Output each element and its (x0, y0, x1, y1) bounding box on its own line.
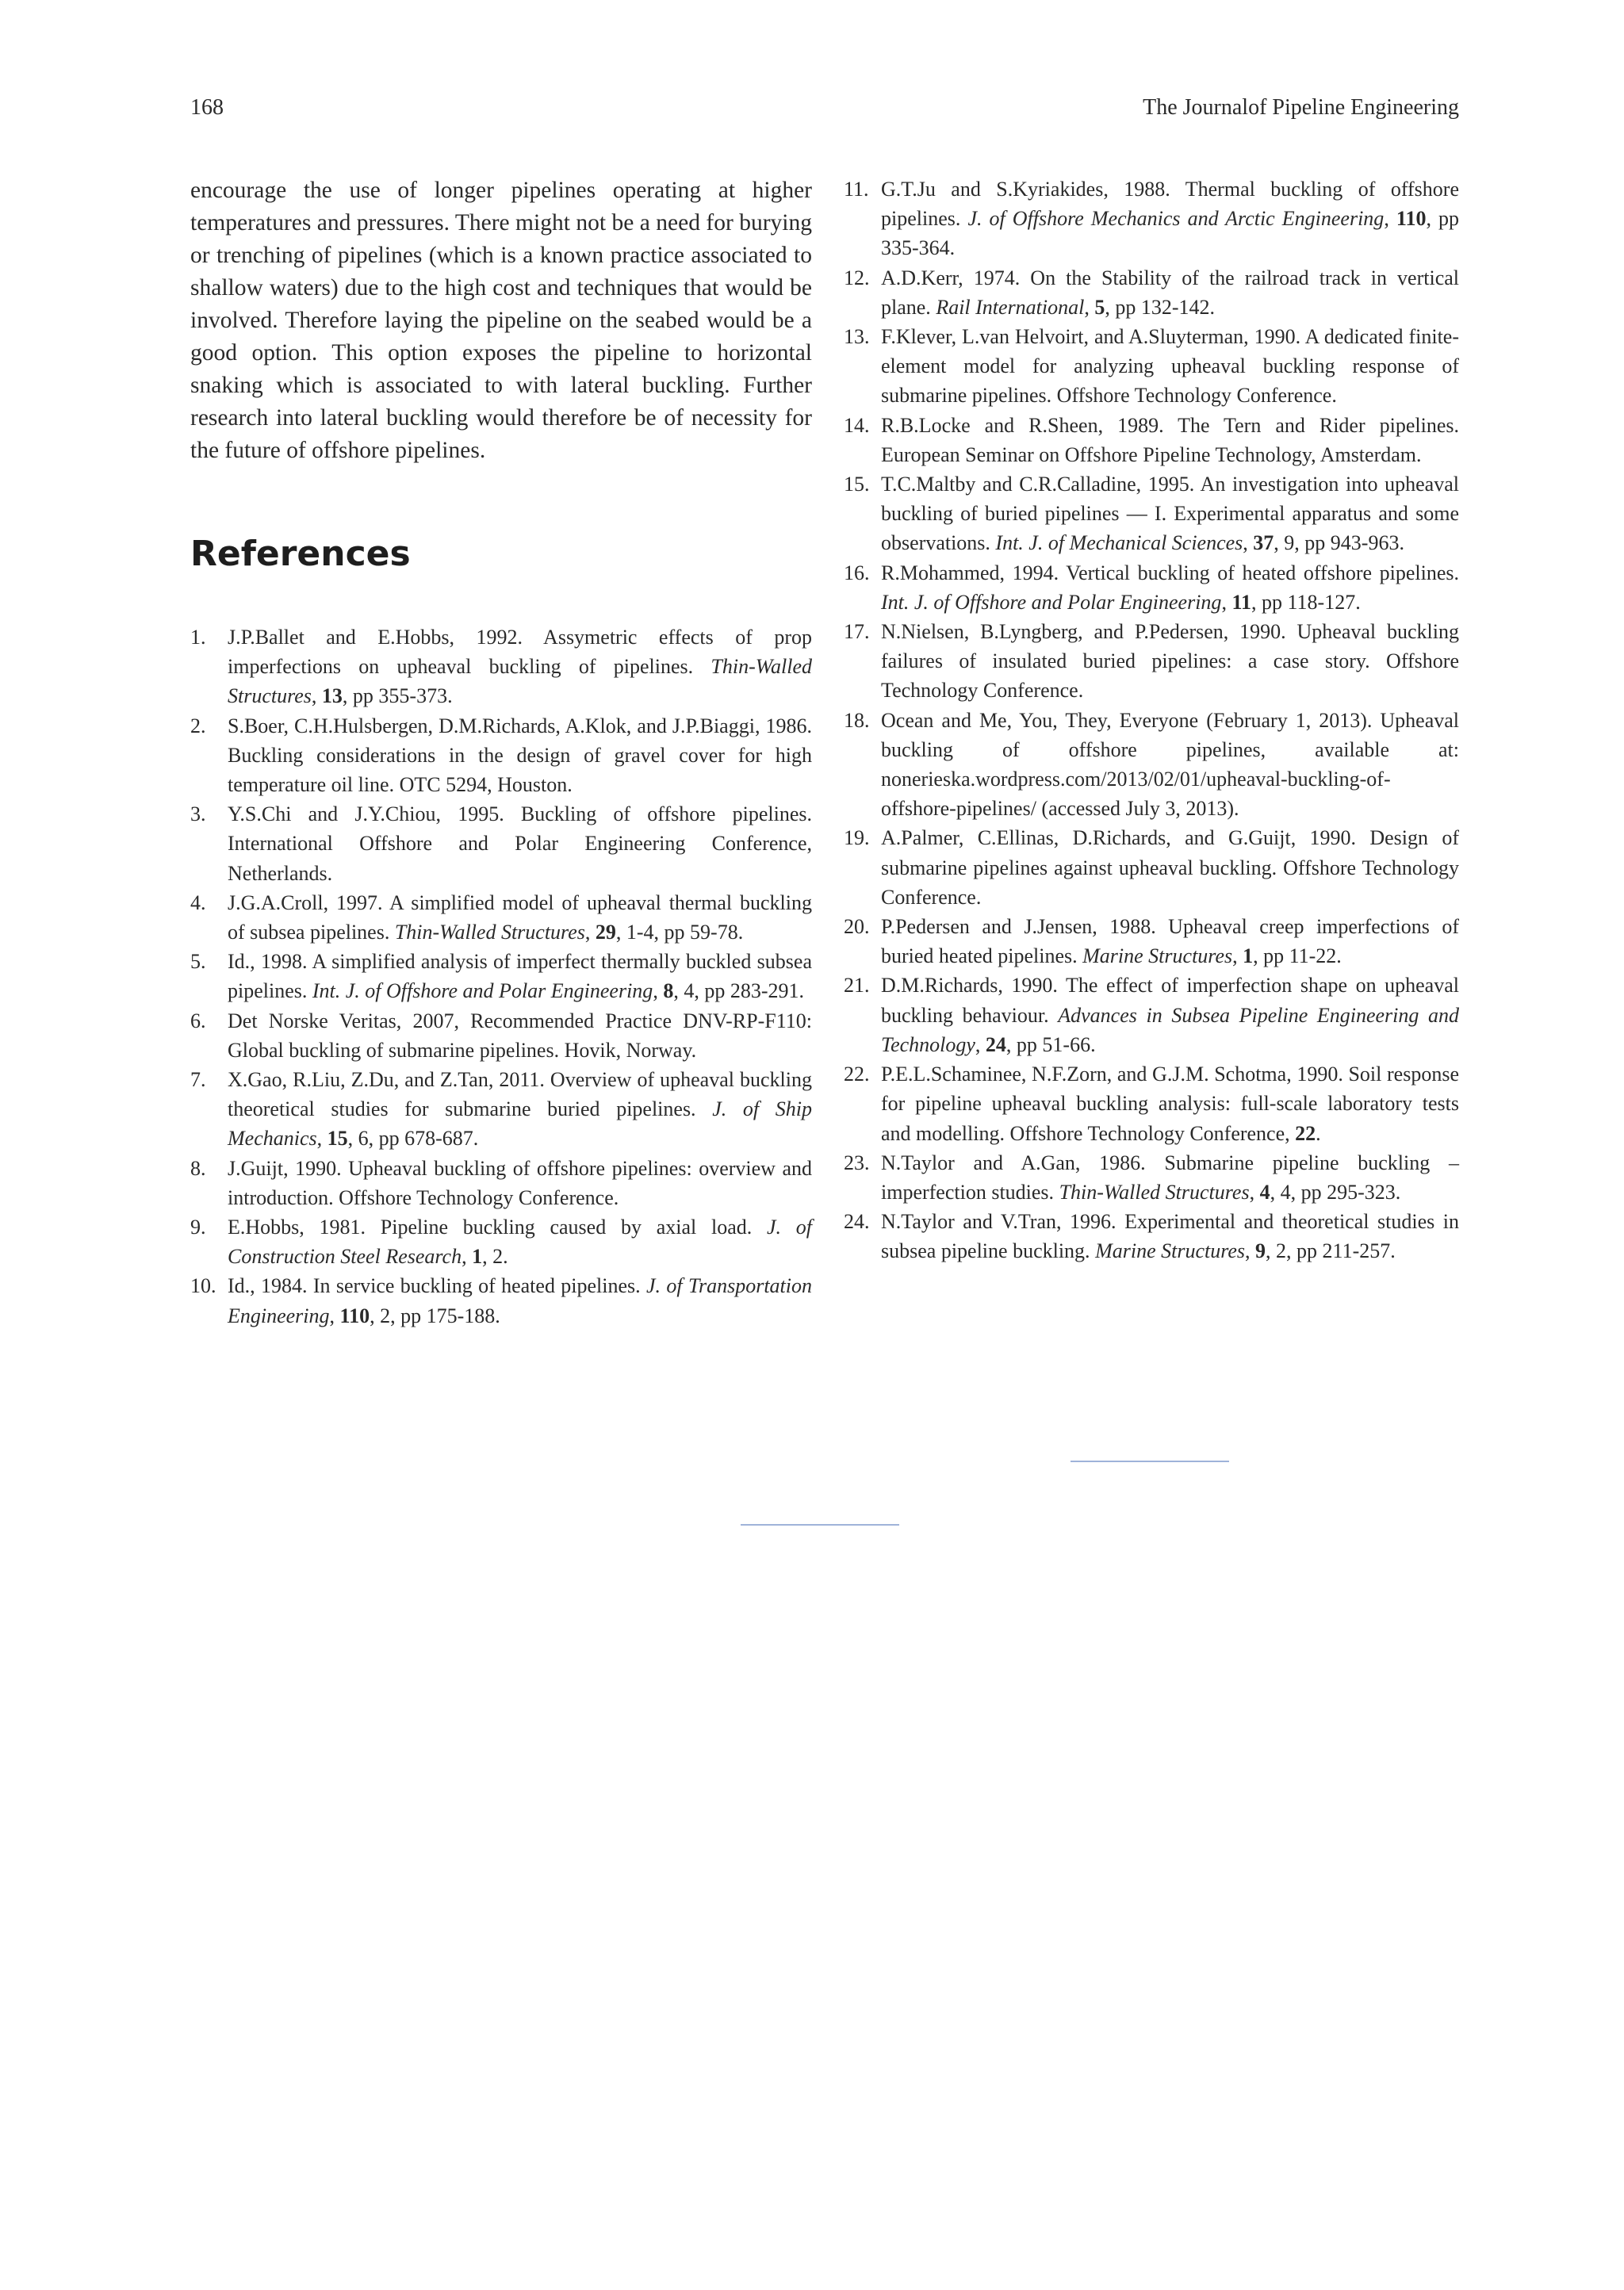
reference-text: R.B.Locke and R.Sheen, 1989. The Tern and Rider pipelines. European Seminar on Offshore Pipeline Technology, Amsterdam. (881, 413, 1459, 466)
reference-text: P.Pedersen and J.Jensen, 1988. Upheaval creep imperfections of buried heated pipelines. Marine Structures, 1, pp 11-22. (881, 915, 1459, 968)
reference-text: E.Hobbs, 1981. Pipeline buckling caused by axial load. J. of Construction Steel Research, 1, 2. (228, 1216, 812, 1269)
reference-text: A.Palmer, C.Ellinas, D.Richards, and G.Guijt, 1990. Design of submarine pipelines against upheaval buckling. Offshore Technology Conference. (881, 826, 1459, 909)
reference-text: J.Guijt, 1990. Upheaval buckling of offshore pipelines: overview and introduction. Offshore Technology Conference. (228, 1156, 812, 1209)
reference-text: R.Mohammed, 1994. Vertical buckling of heated offshore pipelines. Int. J. of Offshore and Polar Engineering, 11, pp 118-127. (881, 561, 1459, 614)
body-paragraph: encourage the use of longer pipelines operating at higher temperatures and pressures. There might not be a need for burying or trenching of pipelines (which is a known practice associated to shallow waters) due to the high cost and techniques that would be involved. Therefore laying the pipeline on the seabed would be a good option. This option exposes the pipeline to horizontal snaking which is associated to with lateral buckling. Further research into lateral buckling would therefore be of necessity for the future of offshore pipelines. (190, 178, 812, 463)
reference-item (844, 617, 1459, 706)
reference-item (190, 622, 812, 711)
reference-text: F.Klever, L.van Helvoirt, and A.Sluyterman, 1990. A dedicated finite-element model for analyzing upheaval buckling response of submarine pipelines. Offshore Technology Conference. (881, 325, 1459, 408)
reference-number: 2. (190, 714, 206, 737)
reference-text: T.C.Maltby and C.R.Calladine, 1995. An investigation into upheaval buckling of buried pipelines — I. Experimental apparatus and some observations. Int. J. of Mechanical Sciences, 37, 9, pp 943-963. (881, 473, 1459, 555)
reference-text: Det Norske Veritas, 2007, Recommended Practice DNV-RP-F110: Global buckling of submarine pipelines. Hovik, Norway. (228, 1009, 812, 1062)
reference-text: X.Gao, R.Liu, Z.Du, and Z.Tan, 2011. Overview of upheaval buckling theoretical studies for submarine buried pipelines. J. of Ship Mechanics, 15, 6, pp 678-687. (228, 1068, 812, 1151)
reference-item (190, 1065, 812, 1154)
reference-number: 9. (190, 1216, 206, 1239)
reference-number: 14. (844, 413, 870, 437)
reference-number: 20. (844, 915, 870, 939)
reference-text: Ocean and Me, You, They, Everyone (February 1, 2013). Upheaval buckling of offshore pipelines, available at: nonerieska.wordpress.com/2013/02/01/upheaval-buckling-of-offshore-pipelines/ (accessed July 3, 2013). (881, 708, 1459, 821)
reference-number: 1. (190, 626, 206, 649)
reference-number: 13. (844, 325, 870, 349)
reference-number: 15. (844, 473, 870, 496)
reference-item (844, 706, 1459, 824)
reference-number: 3. (190, 802, 206, 826)
references-list-right (844, 174, 1459, 1266)
reference-item (844, 1148, 1459, 1207)
reference-text: S.Boer, C.H.Hulsbergen, D.M.Richards, A.Klok, and J.P.Biaggi, 1986. Buckling considerations in the design of gravel cover for high temperature oil line. OTC 5294, Houston. (228, 714, 812, 797)
right-column (844, 174, 1459, 1266)
reference-item (844, 411, 1459, 469)
end-divider-right (1071, 1461, 1229, 1462)
reference-item (190, 1271, 812, 1330)
left-column (190, 174, 812, 1331)
reference-text: N.Nielsen, B.Lyngberg, and P.Pedersen, 1990. Upheaval buckling failures of insulated buried pipelines: a case story. Offshore Technology Conference. (881, 620, 1459, 703)
reference-text: P.E.L.Schaminee, N.F.Zorn, and G.J.M. Schotma, 1990. Soil response for pipeline upheaval buckling analysis: full-scale laboratory tests and modelling. Offshore Technology Conference, 22. (881, 1063, 1459, 1145)
reference-number: 8. (190, 1156, 206, 1180)
reference-item (844, 263, 1459, 322)
journal-title: The Journalof Pipeline Engineering (1143, 95, 1459, 120)
reference-number: 10. (190, 1274, 216, 1298)
reference-text: A.D.Kerr, 1974. On the Stability of the railroad track in vertical plane. Rail International, 5, pp 132-142. (881, 266, 1459, 319)
reference-item (844, 912, 1459, 971)
page-number: 168 (190, 95, 224, 120)
reference-item (190, 888, 812, 947)
reference-number: 19. (844, 826, 870, 850)
reference-number: 12. (844, 266, 870, 289)
reference-item (190, 711, 812, 800)
reference-item (190, 1212, 812, 1271)
reference-item (190, 799, 812, 888)
reference-item (844, 558, 1459, 617)
reference-number: 17. (844, 620, 870, 644)
reference-text: Y.S.Chi and J.Y.Chiou, 1995. Buckling of offshore pipelines. International Offshore and Polar Engineering Conference, Netherlands. (228, 802, 812, 885)
reference-text: J.G.A.Croll, 1997. A simplified model of upheaval thermal buckling of subsea pipelines. Thin-Walled Structures, 29, 1-4, pp 59-78. (228, 890, 812, 944)
reference-item (190, 1006, 812, 1065)
reference-text: Id., 1984. In service buckling of heated pipelines. J. of Transportation Engineering, 110, 2, pp 175-188. (228, 1274, 812, 1327)
reference-number: 16. (844, 561, 870, 584)
reference-item (190, 947, 812, 1005)
reference-number: 23. (844, 1151, 870, 1174)
reference-text: N.Taylor and V.Tran, 1996. Experimental and theoretical studies in subsea pipeline buckling. Marine Structures, 9, 2, pp 211-257. (881, 1210, 1459, 1263)
reference-number: 18. (844, 708, 870, 732)
reference-item (844, 174, 1459, 263)
reference-item (844, 1059, 1459, 1148)
end-divider-left (741, 1524, 899, 1526)
reference-number: 22. (844, 1063, 870, 1086)
reference-text: N.Taylor and A.Gan, 1986. Submarine pipeline buckling – imperfection studies. Thin-Walled Structures, 4, 4, pp 295-323. (881, 1151, 1459, 1204)
reference-number: 7. (190, 1068, 206, 1092)
page-header (190, 95, 1459, 127)
reference-number: 11. (844, 178, 869, 201)
reference-item (844, 971, 1459, 1059)
reference-text: J.P.Ballet and E.Hobbs, 1992. Assymetric effects of prop imperfections on upheaval buckling of pipelines. Thin-Walled Structures, 13, pp 355-373. (228, 626, 812, 708)
reference-text: D.M.Richards, 1990. The effect of imperfection shape on upheaval buckling behaviour. Advances in Subsea Pipeline Engineering and Technology, 24, pp 51-66. (881, 974, 1459, 1056)
reference-item (844, 823, 1459, 912)
reference-number: 21. (844, 974, 870, 998)
reference-number: 24. (844, 1210, 870, 1234)
reference-item (844, 469, 1459, 558)
reference-number: 4. (190, 890, 206, 914)
reference-number: 5. (190, 950, 206, 974)
reference-text: Id., 1998. A simplified analysis of imperfect thermally buckled subsea pipelines. Int. J. of Offshore and Polar Engineering, 8, 4, pp 283-291. (228, 950, 812, 1003)
reference-number: 6. (190, 1009, 206, 1032)
references-heading: References (190, 534, 411, 574)
reference-text: G.T.Ju and S.Kyriakides, 1988. Thermal buckling of offshore pipelines. J. of Offshore Mechanics and Arctic Engineering, 110, pp 335-364. (881, 178, 1460, 260)
references-list-left (190, 622, 812, 1331)
reference-item (844, 322, 1459, 411)
reference-item (190, 1154, 812, 1212)
reference-item (844, 1207, 1459, 1266)
